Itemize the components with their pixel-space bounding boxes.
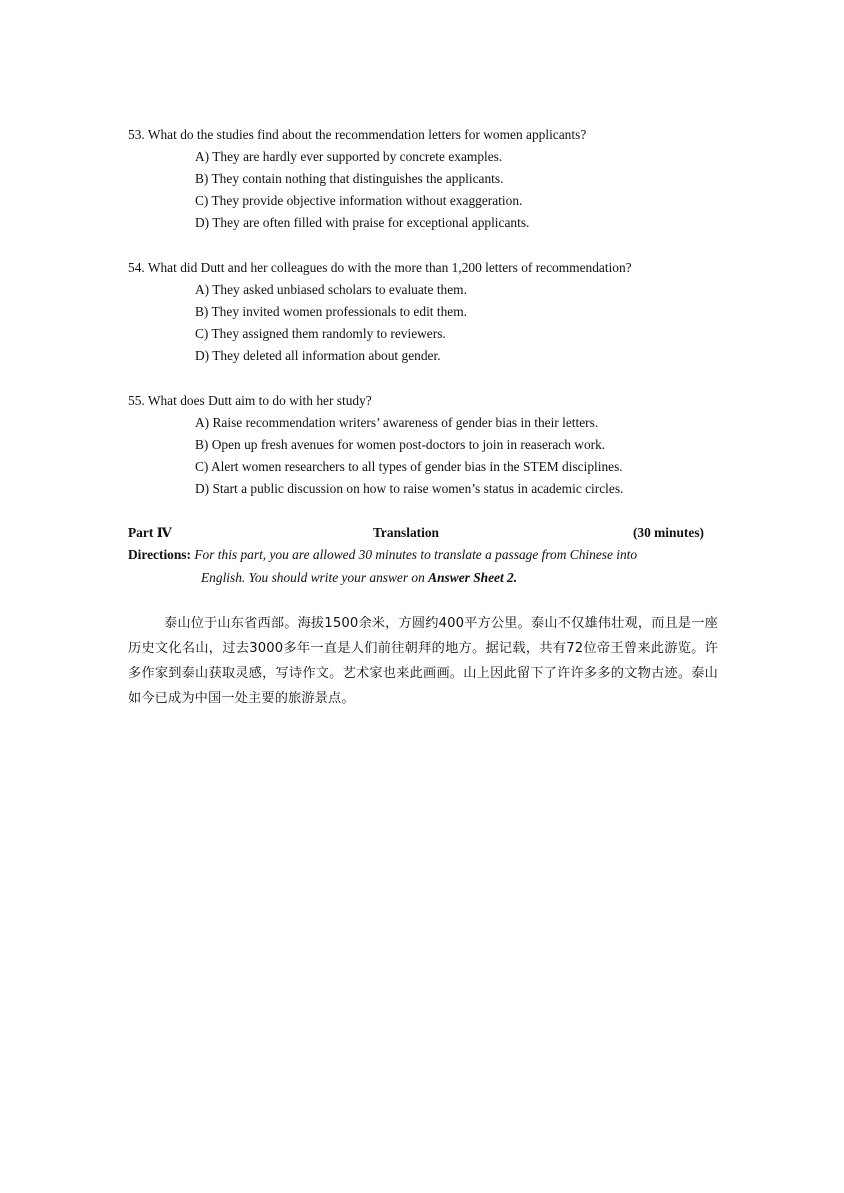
question-stem: 54. What did Dutt and her colleagues do with the more than 1,200 letters of recommendation? — [128, 260, 632, 275]
option-c: C) Alert women researchers to all types of gender bias in the STEM disciplines. — [195, 459, 623, 474]
question-55 — [128, 390, 728, 500]
option-d: D) They are often filled with praise for exceptional applicants. — [195, 215, 530, 230]
option-a: A) Raise recommendation writers’ awareness of gender bias in their letters. — [195, 415, 599, 430]
directions-line-1 — [128, 544, 728, 567]
directions-text: For this part, you are allowed 30 minutes to translate a passage from Chinese into — [194, 547, 638, 562]
question-53 — [128, 124, 728, 234]
part-title: Translation — [373, 525, 439, 540]
option-a: A) They are hardly ever supported by concrete examples. — [195, 149, 503, 164]
option-a: A) They asked unbiased scholars to evaluate them. — [195, 282, 467, 297]
directions-line-2 — [128, 567, 728, 590]
question-stem: 53. What do the studies find about the recommendation letters for women applicants? — [128, 127, 587, 142]
directions-text-2: English. You should write your answer on — [201, 569, 429, 585]
question-54 — [128, 257, 728, 367]
option-b: B) They contain nothing that distinguishes the applicants. — [195, 171, 504, 186]
answer-sheet-reference: Answer Sheet 2 — [428, 569, 514, 585]
directions-label: Directions: — [128, 547, 191, 562]
option-b: B) Open up fresh avenues for women post-doctors to join in reaserach work. — [195, 437, 606, 452]
translation-passage: 泰山位于山东省西部。海拔1500余米，方圆约400平方公里。泰山不仅雄伟壮观，而且是一座历史文化名山，过去3000多年一直是人们前往朝拜的地方。据记载，共有72位帝王曾来此游览。许多作家到泰山获取灵感，写诗作文。艺术家也来此画画。山上因此留下了许许多多的文物古迹。泰山如今已成为中国一处主要的旅游景点。 — [128, 616, 718, 706]
option-d: D) Start a public discussion on how to raise women’s status in academic circles. — [195, 481, 624, 496]
part-label: Part Ⅳ — [128, 525, 172, 540]
directions-period: . — [513, 569, 518, 585]
option-c: C) They provide objective information without exaggeration. — [195, 193, 523, 208]
option-b: B) They invited women professionals to edit them. — [195, 304, 467, 319]
option-d: D) They deleted all information about gender. — [195, 348, 441, 363]
part-time-limit: (30 minutes) — [632, 525, 704, 540]
question-stem: 55. What does Dutt aim to do with her study? — [128, 393, 372, 408]
option-c: C) They assigned them randomly to reviewers. — [195, 326, 446, 341]
directions — [128, 544, 728, 589]
part-header — [128, 522, 704, 544]
